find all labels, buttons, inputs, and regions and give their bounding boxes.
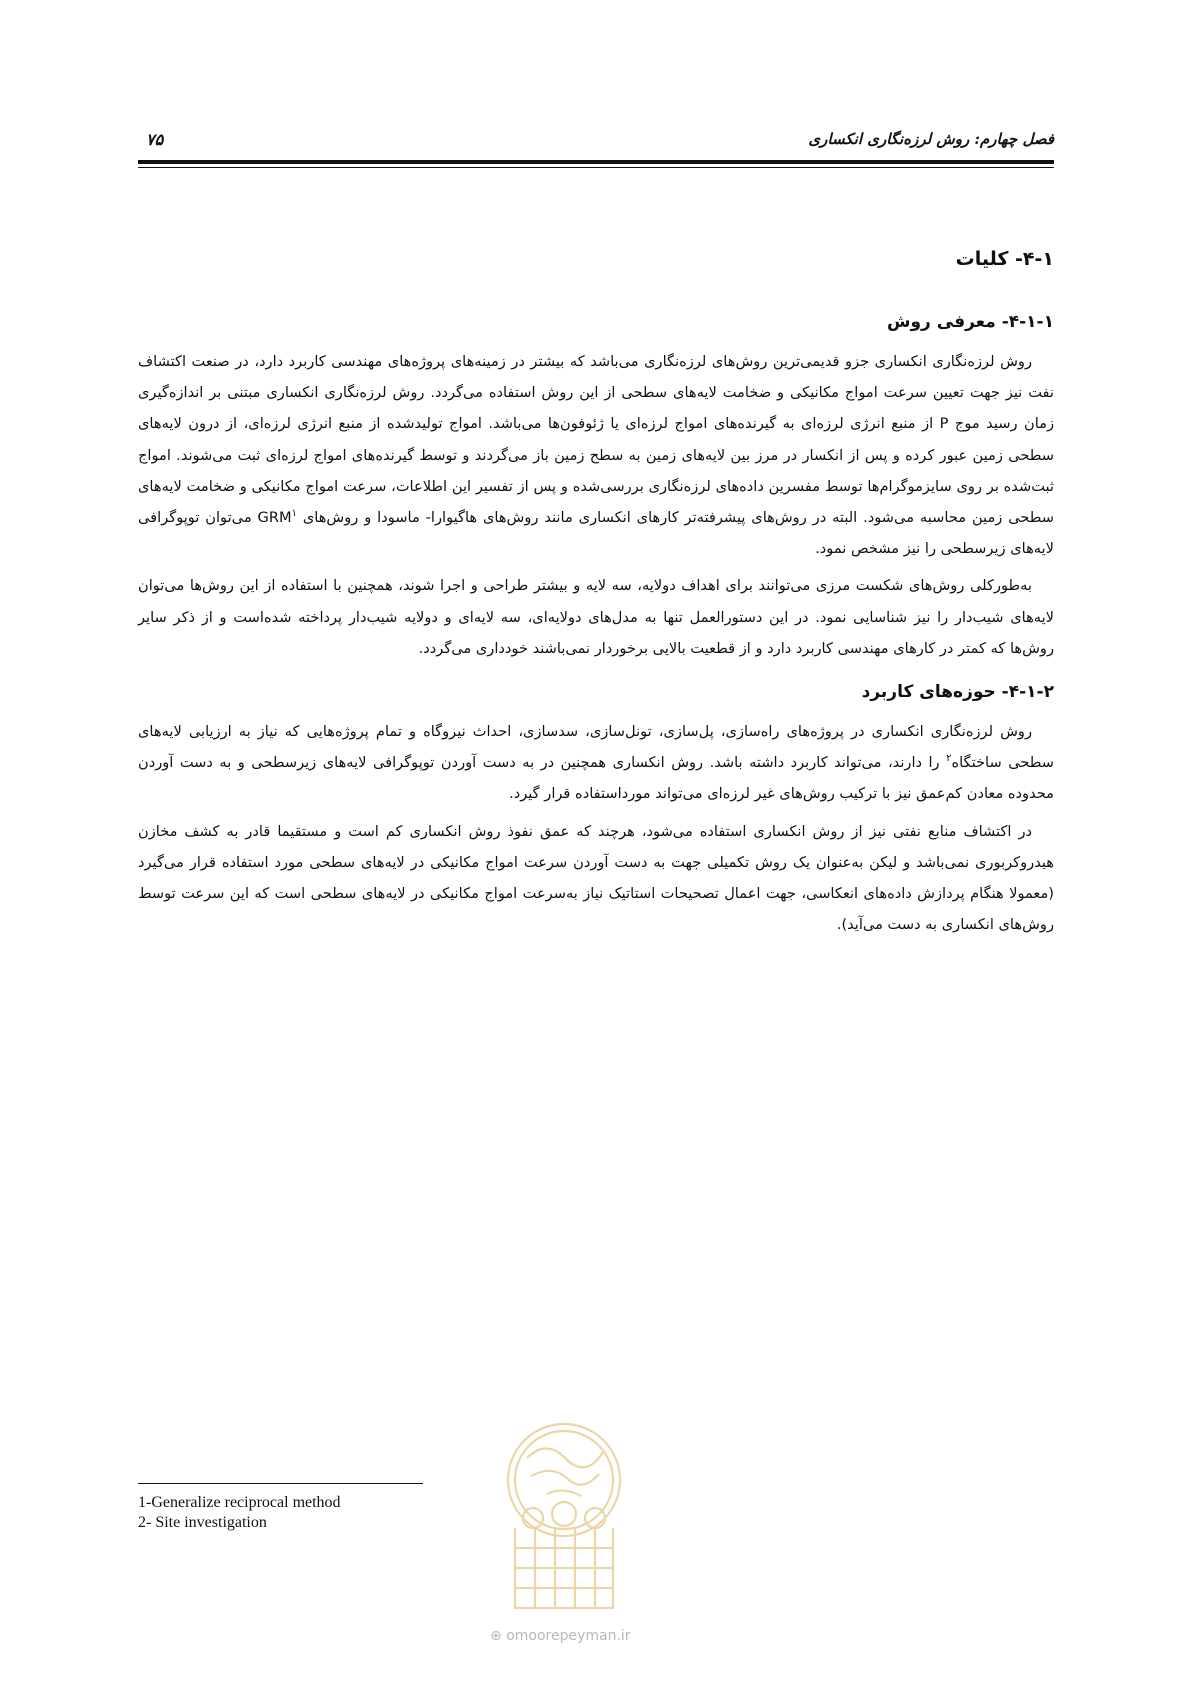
footnotes <box>138 1493 538 1533</box>
footnote-2: 2- Site investigation <box>138 1514 267 1531</box>
globe-icon: ⊕ <box>490 1628 502 1644</box>
paragraph-applications-2: در اکتشاف منابع نفتی نیز از روش انکساری استفاده می‌شود، هرچند که عمق نفوذ روش انکساری کم است و مستقیما قادر به کشف مخازن هیدروکربوری نمی‌باشد و لیکن به‌عنوان یک روش تکمیلی جهت به دست آوردن سرعت امواج مکانیکی در لایه‌های سطحی مورد استفاده قرار می‌گیرد (معمولا هنگام پردازش داده‌های انعکاسی، جهت اعمال تصحیحات استاتیک نیاز به‌سرعت امواج مکانیکی در لایه‌های سطحی است که این سرعت توسط روش‌های انکساری به دست می‌آید). <box>138 822 1054 934</box>
footnote-ref-1: ۱ <box>291 508 297 520</box>
subsection-title-intro: ۴-۱-۱- معرفی روش <box>887 312 1054 332</box>
watermark-url <box>490 1628 631 1644</box>
footnote-1: 1-Generalize reciprocal method <box>138 1494 341 1511</box>
paragraph-intro-1 <box>138 346 1054 564</box>
publisher-stamp-logo <box>487 1418 641 1622</box>
section-title: ۴-۱- کلیات <box>955 248 1054 270</box>
watermark-url-text: omoorepeyman.ir <box>506 1628 631 1644</box>
page-number: ۷۵ <box>146 130 164 149</box>
header-rule-thin <box>138 167 1054 168</box>
paragraph-text: روش لرزه‌نگاری انکساری در پروژه‌های راه‌سازی، پل‌سازی، تونل‌سازی، سدسازی، احداث نیروگاه و تمام پروژه‌هایی که نیاز به ارزیابی لایه‌های سطحی ساختگاه <box>138 723 1054 772</box>
paragraph-text: می‌توان توپوگرافی لایه‌های زیرسطحی را نیز مشخص نمود. <box>138 509 1054 558</box>
footnote-ref-2: ۲ <box>946 753 952 765</box>
paragraph-text: را دارند، می‌تواند کاربرد داشته باشد. روش انکساری همچنین در به دست آوردن توپوگرافی لایه‌های زیرسطحی و به دست آوردن محدوده معادن کم‌عمق نیز با ترکیب روش‌های غیر لرزه‌ای می‌تواند مورداستفاده قرار گیرد. <box>138 754 1054 803</box>
paragraph-intro-2: به‌طورکلی روش‌های شکست مرزی می‌توانند برای اهداف دولایه، سه لایه و بیشتر طراحی و اجرا شوند، همچنین با استفاده از این روش‌ها می‌توان لایه‌های شیب‌دار را نیز شناسایی نمود. در این دستورالعمل تنها به مدل‌های دولایه‌ای، سه لایه‌ای و دولایه شیب‌دار پرداخته شده‌است و از ذکر سایر روش‌ها که کمتر در کارهای مهندسی کاربرد دارد و از قطعیت بالایی برخوردار نمی‌باشند خودداری می‌گردد. <box>138 577 1054 657</box>
footnote-rule <box>138 1483 423 1484</box>
paragraph-applications-1 <box>138 716 1054 810</box>
subsection-title-applications: ۴-۱-۲- حوزه‌های کاربرد <box>861 682 1054 703</box>
chapter-title: فصل چهارم: روش لرزه‌نگاری انکساری <box>808 130 1054 148</box>
header-rule-thick <box>138 160 1054 164</box>
main-content <box>138 248 1054 946</box>
paragraph-text: روش لرزه‌نگاری انکساری جزو قدیمی‌ترین روش‌های لرزه‌نگاری می‌باشد که بیشتر در زمینه‌های پروژه‌های مهندسی کاربرد دارد، در صنعت اکتشاف نفت نیز جهت تعیین سرعت امواج مکانیکی و ضخامت لایه‌های سطحی از این روش استفاده می‌گردد. روش لرزه‌نگاری انکساری مبتنی بر اندازه‌گیری زمان رسید موج P از منبع انرژی لرزه‌ای به گیرنده‌های امواج لرزه‌ای یا ژئوفون‌ها می‌باشد. امواج تولیدشده از منبع انرژی لرزه‌ای، از درون لایه‌های سطحی زمین عبور کرده و پس از انکسار در مرز بین لایه‌های زمین به سطح زمین باز می‌گردند و توسط گیرنده‌های امواج لرزه‌ای ثبت می‌شوند. امواج ثبت‌شده بر روی سایزموگرام‌ها توسط مفسرین داده‌های لرزه‌نگاری بررسی‌شده و پس از تفسیر این اطلاعات، سرعت امواج مکانیکی و ضخامت لایه‌های سطحی زمین محاسبه می‌شود. البته در روش‌های پیشرفته‌تر کارهای انکساری مانند روش‌های هاگیوارا- ماسودا و روش‌های GRM <box>138 353 1055 527</box>
